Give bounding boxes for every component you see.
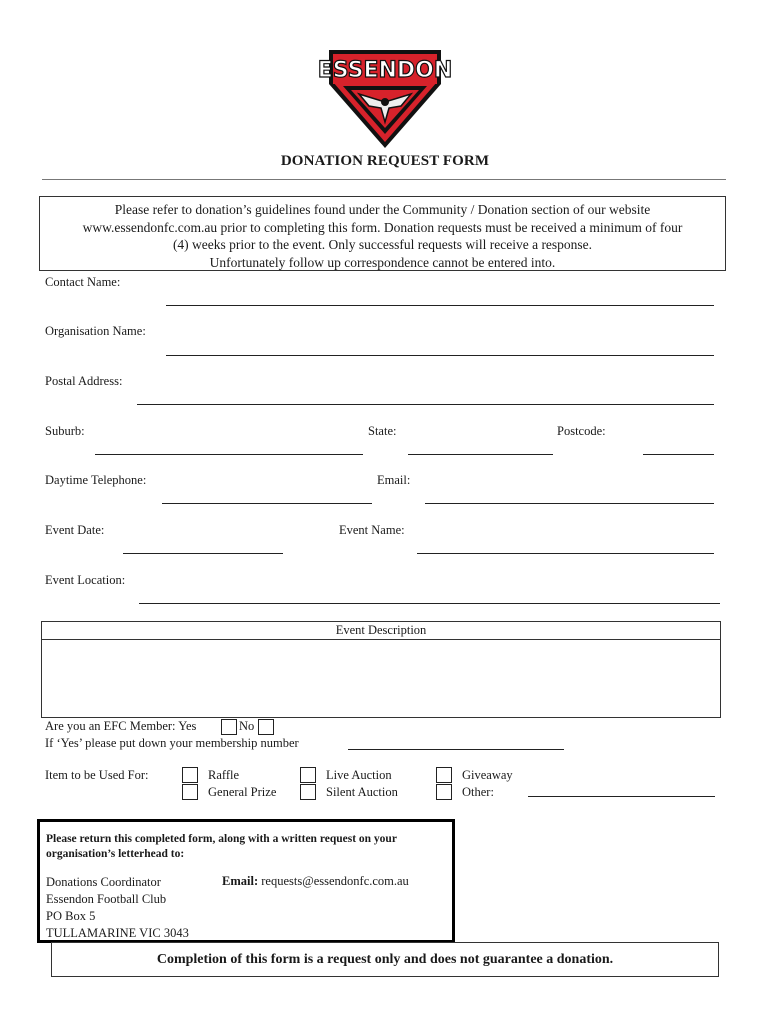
return-heading: [46, 832, 397, 862]
silent-auction-label: Silent Auction: [326, 785, 398, 799]
intro-line-3: (4) weeks prior to the event. Only successful requests will receive a response.: [172, 237, 593, 252]
suburb-field[interactable]: [95, 454, 363, 455]
form-title: DONATION REQUEST FORM: [280, 153, 490, 169]
title-rule: [42, 179, 726, 180]
event-description-box: [41, 621, 721, 718]
state-field[interactable]: [408, 454, 553, 455]
address-line-4: TULLAMARINE VIC 3043: [46, 926, 189, 940]
logo-text: ESSENDON: [317, 58, 453, 83]
event-date-label: Event Date:: [45, 523, 105, 537]
event-location-field[interactable]: [139, 603, 720, 604]
other-label: Other:: [462, 785, 494, 799]
event-description-field[interactable]: [42, 640, 720, 718]
efc-member-no-checkbox[interactable]: [258, 719, 274, 735]
return-heading-line-2: organisation’s letterhead to:: [46, 848, 185, 860]
event-description-header: Event Description: [42, 622, 720, 640]
intro-line-2: www.essendonfc.com.au prior to completing this form. Donation requests must be received a minimum of four: [82, 219, 683, 235]
membership-number-label: If ‘Yes’ please put down your membership number: [45, 736, 299, 750]
efc-member-question: Are you an EFC Member: Yes: [45, 719, 197, 733]
essendon-logo-graphic: [317, 50, 453, 148]
event-location-label: Event Location:: [45, 573, 126, 587]
postcode-field[interactable]: [643, 454, 714, 455]
item-used-for-label: Item to be Used For:: [45, 768, 149, 782]
disclaimer-box: [51, 942, 719, 977]
postal-address-field[interactable]: [137, 404, 714, 405]
efc-member-no-label: No: [239, 719, 255, 733]
email-field[interactable]: [425, 503, 714, 504]
return-heading-line-1: Please return this completed form, along with a written request on your: [46, 833, 397, 845]
event-date-field[interactable]: [123, 553, 283, 554]
disclaimer-text: Completion of this form is a request only and does not guarantee a donation.: [156, 952, 614, 967]
giveaway-label: Giveaway: [462, 768, 513, 782]
other-checkbox[interactable]: [436, 784, 452, 800]
suburb-label: Suburb:: [45, 424, 85, 438]
raffle-label: Raffle: [208, 768, 240, 782]
event-name-field[interactable]: [417, 553, 714, 554]
address-line-3: PO Box 5: [46, 909, 96, 923]
membership-number-field[interactable]: [348, 749, 564, 750]
intro-line-4: Unfortunately follow up correspondence cannot be entered into.: [209, 254, 556, 270]
organisation-name-field[interactable]: [166, 355, 714, 356]
return-email-value: requests@essendonfc.com.au: [261, 874, 409, 888]
silent-auction-checkbox[interactable]: [300, 784, 316, 800]
raffle-checkbox[interactable]: [182, 767, 198, 783]
live-auction-label: Live Auction: [326, 768, 392, 782]
organisation-name-label: Organisation Name:: [45, 324, 146, 338]
intro-box: [39, 196, 726, 271]
return-email: [222, 874, 409, 889]
other-field[interactable]: [528, 796, 715, 797]
efc-member-yes-checkbox[interactable]: [221, 719, 237, 735]
intro-line-1: Please refer to donation’s guidelines found under the Community / Donation section of our website: [114, 202, 651, 217]
giveaway-checkbox[interactable]: [436, 767, 452, 783]
event-name-label: Event Name:: [339, 523, 405, 537]
address-line-2: Essendon Football Club: [46, 892, 167, 906]
postcode-label: Postcode:: [557, 424, 606, 438]
return-address: [46, 874, 189, 942]
contact-name-label: Contact Name:: [45, 275, 121, 289]
postal-address-label: Postal Address:: [45, 374, 123, 388]
email-label: Email:: [377, 473, 411, 487]
daytime-telephone-label: Daytime Telephone:: [45, 473, 147, 487]
general-prize-checkbox[interactable]: [182, 784, 198, 800]
live-auction-checkbox[interactable]: [300, 767, 316, 783]
contact-name-field[interactable]: [166, 305, 714, 306]
essendon-logo: [317, 50, 453, 148]
return-instructions-box: [37, 819, 455, 943]
general-prize-label: General Prize: [208, 785, 277, 799]
daytime-telephone-field[interactable]: [162, 503, 372, 504]
address-line-1: Donations Coordinator: [46, 875, 161, 889]
state-label: State:: [368, 424, 397, 438]
return-email-label: Email:: [222, 874, 259, 888]
